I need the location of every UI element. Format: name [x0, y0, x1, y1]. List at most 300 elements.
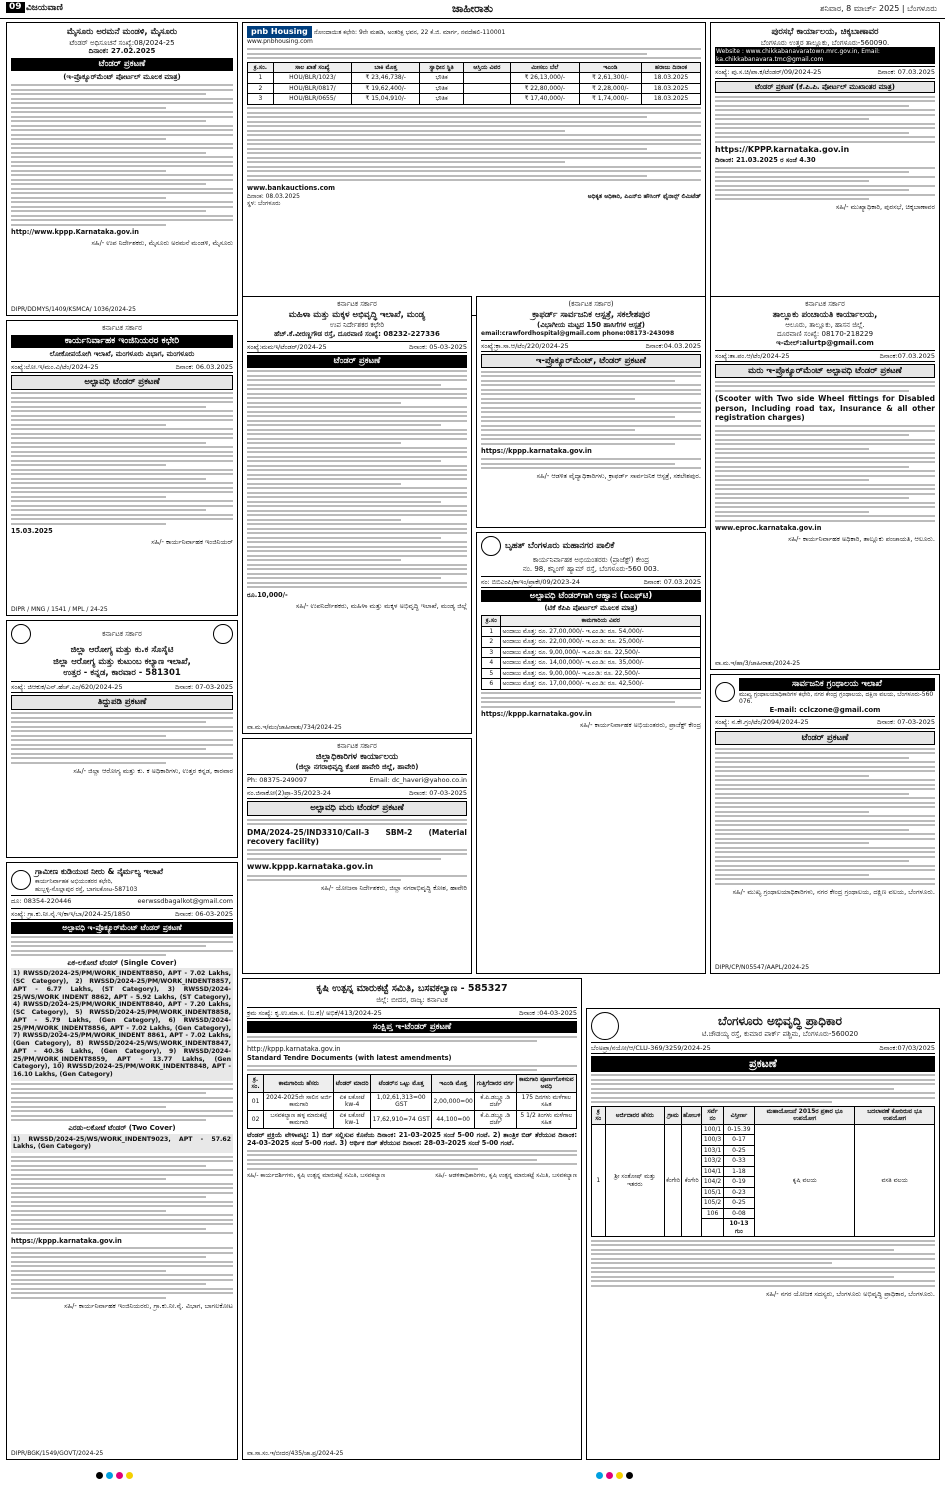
- ad-subtitle: ಉಪ ನಿರ್ದೇಶಕರ ಕಛೇರಿ: [329, 321, 385, 330]
- ad-website: Website : www.chikkabanavaratown.mrc.gov.in, Email: ka.chikkabanavara.tmc@gmail.com: [715, 47, 935, 64]
- table-header: ಕ್ರ ಸಂ: [592, 1106, 606, 1124]
- yellow-dot-icon: [616, 1472, 623, 1479]
- ad-ref: ಸಂಖ್ಯೆ:ಕ್ರಾ.ಸಾ.ಆ/ಟೆಂ/220/2024-25: [481, 341, 569, 350]
- table-cell: ಅಂದಾಜು ಮೊತ್ತ: ರೂ. 27,00,000/- ಇ.ಎಂ.ಡಿ: ರೂ. 54,000/-: [501, 626, 701, 637]
- ad-ref: ಸಂಖ್ಯೆ: ಪು.ಸ.ಚಿ/ಪಾ.ಕ/ಟೆಂಡರ್/09/2024-25: [715, 68, 822, 77]
- ad-body: [11, 712, 233, 764]
- ad-ref: ಸಂಖ್ಯೆ: ಜಿಆಕುಕ/ಎನ್.ಹೆಚ್.ಎಂ/620/2024-25: [11, 682, 123, 691]
- ad-title: ಜಿಲ್ಲಾಧಿಕಾರಿಗಳ ಕಾರ್ಯಾಲಯ: [315, 751, 399, 762]
- ad-band: ತಿದ್ದುಪಡಿ ಪ್ರಕಟಣೆ: [11, 695, 233, 710]
- ad-ref: ನಂ: ಬಿಬಿಎಂಪಿ/ಕಾಇಂ/ಪ್ರಾಕೇ/09/2023-24: [481, 577, 581, 586]
- table-header: ವಿಸ್ತೀರ್ಣ: [723, 1106, 754, 1124]
- table-cell: 01: [248, 1092, 264, 1110]
- ad-title: ತಾಲ್ಲೂಕು ಪಂಚಾಯತಿ ಕಾರ್ಯಾಲಯ,: [772, 309, 878, 320]
- table-header: ಬದಲಾವಣೆ ಕೋರಿರುವ ಭೂ ಉಪಯೋಗ: [855, 1106, 935, 1124]
- ad-phone: ದೂರವಾಣಿ ಸಂಖ್ಯೆ: 08170-218229: [776, 330, 874, 339]
- ad-subtitle: (ಜಿಲ್ಲಾ ನಗರಾಭಿವೃದ್ಧಿ ಕೋಶ ಹಾವೇರಿ ಜಿಲ್ಲೆ, ಹಾವೇರಿ): [295, 763, 419, 772]
- table-cell: 44,100=00: [432, 1110, 474, 1128]
- table-cell: 5: [482, 668, 501, 679]
- table-cell: ಅಂದಾಜು ಮೊತ್ತ: ರೂ. 17,00,000/- ಇ.ಎಂ.ಡಿ: ರೂ. 42,500/-: [501, 679, 701, 690]
- ad-subtitle: ಕಾರ್ಯನಿರ್ವಾಹಕ ಅಭಿಯಂತರರ ಕಛೇರಿ,: [35, 878, 113, 885]
- ad-body: [715, 381, 935, 392]
- ad-url[interactable]: www.kppp.karnataka.gov.in: [247, 862, 374, 872]
- table-header: ಇಎಂಡಿ ಮೊತ್ತ: [432, 1074, 474, 1092]
- table-header: ಕ್ರ.ಸಂ: [482, 616, 501, 627]
- ad-std-docs: Standard Tendre Documents (with latest amendments): [247, 1054, 452, 1063]
- table-row: [482, 658, 701, 669]
- cyan-dot-icon: [596, 1472, 603, 1479]
- library-seal-icon: [715, 682, 735, 702]
- ad-ref: ಸಂಖ್ಯೆ: ಗ್ರಾ.ಕು.ನೀ.ನೈ.ಇ/ಕಾಇ/ಬಾ/2024-25/1850: [11, 910, 131, 919]
- table-cell: 6: [482, 679, 501, 690]
- ad-band: ಟೆಂಡರ್ ಪ್ರಕಟಣೆ (ಕೆ.ಪಿ.ಪಿ. ಪೋರ್ಟಲ್ ಮುಖಾಂತರ ಮಾತ್ರ): [715, 81, 935, 94]
- ad-address: ಟಿ.ಚೌಡಯ್ಯ ರಸ್ತೆ, ಕುಮಾರ ಪಾರ್ಕ್ ಪಶ್ಚಿಮ, ಬೆಂಗಳೂರು-560020: [701, 1030, 859, 1039]
- ad-bda: [586, 1008, 940, 1460]
- ad-body: [247, 1036, 577, 1043]
- ad-title: ಸಾರ್ವಜನಿಕ ಗ್ರಂಥಾಲಯ ಇಲಾಖೆ: [739, 678, 935, 691]
- ad-phone: ದೂ: 08354-220446: [11, 897, 72, 905]
- page-header: [0, 0, 945, 19]
- ad-subtitle: (ವಿಭಾಗೀಯ ಮಟ್ಟದ 150 ಹಾಸಿಗೆಗಳ ಆಸ್ಪತ್ರೆ): [537, 321, 645, 330]
- ad-date: ದಿನಾಂಕ: 07-03-2025: [409, 789, 467, 798]
- nhm-logo-icon: [213, 624, 233, 644]
- ad-band: ಟೆಂಡರ್ ಪ್ರಕಟಣೆ: [715, 731, 935, 746]
- table-cell: 3: [248, 94, 274, 105]
- ad-body: [481, 692, 701, 708]
- table-cell: 17,62,910=74 GST: [370, 1110, 432, 1128]
- cyan-dot-icon: [106, 1472, 113, 1479]
- table-row: [482, 626, 701, 637]
- ad-date: ದಿನಾಂಕ:07/03/2025: [879, 1044, 935, 1052]
- table-header: ಗುತ್ತಿಗೆದಾರರ ವರ್ಗ: [474, 1074, 516, 1092]
- table-cell: ₹ 19,62,400/-: [351, 83, 420, 94]
- table-header: ಕಾಮಗಾರಿಯ ವಿವರ: [501, 616, 701, 627]
- ad-chikkabanavara: [710, 22, 940, 316]
- ad-public-library: [710, 674, 940, 974]
- ad-emd: ರೂ.10,000/-: [247, 590, 288, 599]
- table-cell: 105/2: [702, 1198, 723, 1209]
- ad-dipr: ವಾ.ಸಾ.ಸಂ.ಇ/ಬೀದರ/435/ಜಾ.ಪ್ರ/2024-25: [247, 1449, 344, 1457]
- table-header: ಸಾಲ ಖಾತೆ ಸಂಖ್ಯೆ: [273, 62, 351, 73]
- ad-body: [11, 392, 233, 525]
- ad-url[interactable]: https://kppp.karnataka.gov.in: [481, 447, 592, 456]
- table-header: ಕಾಮಗಾರಿಯ ಹೆಸರು: [264, 1074, 334, 1092]
- ad-title: ಕ್ರಾಫರ್ಡ್ ಸಾರ್ವಜನಿಕ ಆಸ್ಪತ್ರೆ, ಸಕಲೇಶಪುರ: [532, 309, 650, 320]
- ad-body-4: [11, 1247, 233, 1299]
- table-header: ಇಎಂಡಿ: [579, 62, 641, 73]
- table-cell: 0-25: [723, 1145, 754, 1156]
- table-cell: 106: [702, 1208, 723, 1219]
- table-cell: 2024-2025ನೇ ಸಾಲಿನ ಅರ್ಜಿ ಕಾಮಗಾರಿ: [264, 1092, 334, 1110]
- ad-date: ದಿನಾಂಕ: 06-03-2025: [175, 910, 233, 919]
- ad-email: email:crawfordhospital@gmail.com phone:08173-243098: [481, 330, 675, 338]
- table-cell: [463, 73, 510, 84]
- ad-phone: ಹೆಚ್.ಕೆ.ವೀರಣ್ಣಗೌಡ ರಸ್ತೆ, ದೂರವಾಣಿ ಸಂಖ್ಯೆ: 08232-227336: [274, 330, 440, 339]
- table-cell: ಭೌತಿಕ: [420, 83, 463, 94]
- ad-ref: ಬೆಂಅಪ್ರಾ/ನಯೋ/ಆ/CLU-369/3259/2024-25: [591, 1044, 711, 1052]
- table-cell: 2: [248, 83, 274, 94]
- table-cell: ₹ 2,61,300/-: [579, 73, 641, 84]
- ad-ref: ಸಂಖ್ಯೆ: ನ.ಕೇ.ಗ್ರಂ/ಟೆಂ/2094/2024-25: [715, 718, 809, 727]
- ad-url[interactable]: www.eproc.karnataka.gov.in: [715, 524, 822, 532]
- works-table: [481, 615, 701, 690]
- ad-signature-1: ಸಹಿ/- ಕಾರ್ಯದರ್ಶಿಗಳು, ಕೃಷಿ ಉತ್ಪನ್ನ ಮಾರುಕಟ್ಟೆ ಸಮಿತಿ, ಬಸವಕಲ್ಯಾಣ: [247, 1172, 386, 1180]
- ad-body-2: [591, 1240, 935, 1287]
- pnb-logo: pnb Housing: [247, 26, 312, 38]
- ad-band: ಅಲ್ಪಾವಧಿ ಇ-ಪ್ರೊಕ್ಯೂರ್‌ಮೆಂಟ್ ಟೆಂಡರ್ ಪ್ರಕಟಣೆ: [11, 922, 233, 933]
- ad-two-cover: ಎರಡು-ಲಕೋಟೆ ಟೆಂಡರ್ (Two Cover): [68, 1123, 176, 1132]
- ad-band: ಟೆಂಡರ್ ಪ್ರಕಟಣೆ: [11, 58, 233, 71]
- ad-taluk-panchayat-aluru: [710, 296, 940, 670]
- ad-body: [247, 370, 467, 588]
- ad-title: ಬೆಂಗಳೂರು ಅಭಿವೃದ್ಧಿ ಪ್ರಾಧಿಕಾರ: [718, 1014, 842, 1029]
- ad-ref: ಟೆಂಡರ್ ಅಧಿಸೂಚನೆ ಸಂಖ್ಯೆ:08/2024-25: [69, 38, 175, 47]
- ad-subtitle: ಉತ್ತರ - ಕನ್ನಡ, ಕಾರವಾರ - 581301: [63, 668, 181, 679]
- ad-date: ದಿನಾಂಕ: 07.03.2025: [643, 577, 701, 586]
- table-cell: ಶ್ರೀ ಸಂತೋಷ್ ಮತ್ತು ಇತರರು: [605, 1124, 664, 1237]
- ad-title: ಮಹಿಳಾ ಮತ್ತು ಮಕ್ಕಳ ಅಭಿವೃದ್ಧಿ ಇಲಾಖೆ, ಮಂಡ್ಯ: [288, 309, 426, 320]
- table-row: [248, 83, 701, 94]
- table-header: ಅರ್ಜಿದಾರರ ಹೆಸರು: [605, 1106, 664, 1124]
- ad-signature: ಸಹಿ/- ಕಾರ್ಯನಿರ್ವಾಹಕ ಅಭಿಯಂತರರು, ಪ್ರಾಜೆಕ್ಟ್ ಕೇಂದ್ರ: [579, 721, 701, 730]
- table-header: ಬಾಕಿ ಮೊತ್ತ: [351, 62, 420, 73]
- table-cell: 0-25: [723, 1198, 754, 1209]
- ad-body-3: [247, 875, 467, 882]
- table-cell: [463, 94, 510, 105]
- issue-date: ಶನಿವಾರ, 8 ಮಾರ್ಚ್ 2025 | ಬೆಂಗಳೂರು: [820, 4, 937, 13]
- table-cell: ₹ 15,04,910/-: [351, 94, 420, 105]
- ad-date: ದಿನಾಂಕ: 07.03.2025: [877, 68, 935, 77]
- table-cell: HOU/BLR/0655/: [273, 94, 351, 105]
- table-header: ಆಸ್ತಿಯ ವಿವರ: [463, 62, 510, 73]
- ad-work: DMA/2024-25/IND3310/Call-3 SBM-2 (Material recovery facility): [247, 827, 467, 846]
- ad-body-2: [715, 167, 935, 201]
- table-row: [482, 637, 701, 648]
- table-cell: ಕೃಷಿ ವಲಯ: [755, 1124, 855, 1237]
- ad-society: ಜಿಲ್ಲಾ ಆರೋಗ್ಯ ಮತ್ತು ಕು.ಕ ಸೊಸೈಟಿ: [70, 645, 174, 655]
- table-cell: 175 ದಿನಗಳು ಮಳೆಗಾಲ ಸಹಿತ: [516, 1092, 576, 1110]
- ad-dc-haveri: [242, 738, 472, 974]
- ad-title: ಗ್ರಾಮೀಣ ಕುಡಿಯುವ ನೀರು & ನೈರ್ಮಲ್ಯ ಇಲಾಖೆ: [35, 867, 163, 876]
- table-row: [248, 94, 701, 105]
- ad-url[interactable]: http://www.kppp.Karnataka.gov.in: [11, 228, 139, 236]
- ad-last-date: ದಿನಾಂಕ: 21.03.2025 ರ ಸಂಜೆ 4.30: [715, 156, 816, 165]
- table-row: [248, 73, 701, 84]
- ad-gov: ಕರ್ನಾಟಕ ಸರ್ಕಾರ: [805, 300, 845, 308]
- table-header: ಗ್ರಾಮ: [665, 1106, 682, 1124]
- ad-mysore-palace: [6, 22, 238, 316]
- table-row: [482, 679, 701, 690]
- table-cell: 1,02,61,313=00 GST: [370, 1092, 432, 1110]
- ad-apmc-basavakalyana: [242, 978, 582, 1460]
- ad-signature: ಸಹಿ/- ಉಪ ನಿರ್ದೇಶಕರು, ಮೈಸೂರು ಅರಮನೆ ಮಂಡಳಿ, ಮೈಸೂರು: [91, 239, 233, 248]
- table-cell: 10-13 ಗುಂ: [723, 1219, 754, 1237]
- ad-signature: ಸಹಿ/- ನಗರ ಯೋಜಕ ಸದಸ್ಯರು, ಬೆಂಗಳೂರು ಅಭಿವೃದ್ಧಿ ಪ್ರಾಧಿಕಾರ, ಬೆಂಗಳೂರು.: [765, 1289, 935, 1298]
- table-cell: ಭೌತಿಕ: [420, 94, 463, 105]
- table-cell: ಅಂದಾಜು ಮೊತ್ತ: ರೂ. 9,00,000/- ಇ.ಎಂ.ಡಿ: ರೂ. 22,500/-: [501, 647, 701, 658]
- ad-subtitle: ಆಲೂರು, ತಾಲ್ಲೂಕು, ಹಾಸನ ಜಿಲ್ಲೆ.: [785, 321, 865, 330]
- ad-date: ದಿನಾಂಕ:07.03.2025: [879, 351, 935, 360]
- ad-body-2: [715, 425, 935, 522]
- table-header: ಕಾಮಗಾರಿ ಪೂರ್ಣಗೊಳಿಸುವ ಅವಧಿ: [516, 1074, 576, 1092]
- ad-email: E-mail: cclczone@gmail.com: [769, 705, 881, 714]
- ad-gov: ಕರ್ನಾಟಕ ಸರ್ಕಾರ: [337, 742, 377, 750]
- ad-rwssd-bagalkot: [6, 862, 238, 1460]
- ad-dipr: ವಾ.ಮ.ಇ/ಹಾ/3/ಜಾಹೀರಾತು/2024-25: [715, 659, 801, 667]
- table-cell: [463, 83, 510, 94]
- table-cell: 105/1: [702, 1187, 723, 1198]
- ad-dipr: DIPR/BGK/1549/GOVT/2024-25: [11, 1449, 104, 1457]
- ad-gov: ಕರ್ನಾಟಕ ಸರ್ಕಾರ: [102, 629, 142, 638]
- land-use-table: [591, 1106, 935, 1238]
- table-cell: 0-33: [723, 1156, 754, 1167]
- ad-url[interactable]: https://KPPP.karnataka.gov.in: [715, 145, 850, 155]
- table-header: ಸ್ವಾಧೀನ ಸ್ಥಿತಿ: [420, 62, 463, 73]
- table-header: ಹೋಬಳಿ: [682, 1106, 702, 1124]
- table-cell: ಕೆಂಗೇರಿ: [682, 1124, 702, 1237]
- ad-crawford-hospital: [476, 296, 706, 528]
- table-cell: 103/1: [702, 1145, 723, 1156]
- ad-bbmp: [476, 532, 706, 974]
- ad-subband: (ಇ-ಪ್ರೊಕ್ಯೂರ್‌ಮೆಂಟ್ ಪೋರ್ಟಲ್ ಮೂಲಕ ಮಾತ್ರ): [63, 72, 181, 81]
- ad-item: (Scooter with Two side Wheel fittings for Disabled person, Including road tax, Insurance & all other registration charges): [715, 394, 935, 423]
- table-cell: ಕೆ.ಪಿ.ಡಬ್ಲ್ಯೂ.ಡಿ ದರ್ಜೆ: [474, 1110, 516, 1128]
- ad-date: ದಿನಾಂಕ: 05-03-2025: [409, 342, 467, 351]
- section-title: ಜಾಹೀರಾತು: [451, 2, 494, 15]
- table-row: [482, 668, 701, 679]
- ad-title: ಮೈಸೂರು ಅರಮನೆ ಮಂಡಳಿ, ಮೈಸೂರು: [66, 27, 178, 37]
- registration-marks: [596, 1472, 633, 1480]
- ad-date: ದಿನಾಂಕ :04-03-2025: [519, 1008, 577, 1017]
- table-cell: 3: [482, 647, 501, 658]
- table-cell: ₹ 22,80,000/-: [511, 83, 580, 94]
- ad-subband: (ಟಿಕೆ ಕೆಪಿಪಿ ಪೋರ್ಟಲ್ ಮೂಲಕ ಮಾತ್ರ): [544, 604, 638, 613]
- ad-subtitle: ಬೆಂಗಳೂರು ಉತ್ತರ ತಾಲ್ಲೂಕು, ಬೆಂಗಳೂರು-560090.: [760, 38, 890, 47]
- ad-body: [715, 748, 935, 885]
- table-cell: 2: [482, 637, 501, 648]
- ad-subtitle: ಮುಖ್ಯ ಗ್ರಂಥಾಲಯಾಧಿಕಾರಿಗಳ ಕಛೇರಿ, ನಗರ ಕೇಂದ್ರ ಗ್ರಂಥಾಲಯ, ದಕ್ಷಿಣ ವಲಯ, ಬೆಂಗಳೂರು-560 076.: [739, 690, 934, 706]
- ad-title: ಪುರಸಭೆ ಕಾರ್ಯಾಲಯ, ಚಿಕ್ಕಬಾಣಾವರ: [771, 27, 879, 37]
- table-cell: ಕೆ.ಪಿ.ಡಬ್ಲ್ಯೂ.ಡಿ ದರ್ಜೆ: [474, 1092, 516, 1110]
- ad-body-3: [11, 1156, 233, 1235]
- table-cell: ಕೆಂಗೇರಿ: [665, 1124, 682, 1237]
- ad-signature: ಸಹಿ/- ಮುಖ್ಯ ಗ್ರಂಥಾಲಯಾಧಿಕಾರಿಗಳು, ನಗರ ಕೇಂದ್ರ ಗ್ರಂಥಾಲಯ, ದಕ್ಷಿಣ ವಲಯ, ಬೆಂಗಳೂರು.: [732, 887, 935, 896]
- ad-body-2: [247, 1065, 577, 1072]
- table-cell: HOU/BLR/0817/: [273, 83, 351, 94]
- table-cell: 5 1/2 ತಿಂಗಳು ಮಳೆಗಾಲ ಸಹಿತ: [516, 1110, 576, 1128]
- table-cell: 18.03.2025: [642, 94, 701, 105]
- ad-title: ಕೃಷಿ ಉತ್ಪನ್ನ ಮಾರುಕಟ್ಟೆ ಸಮಿತಿ, ಬಸವಕಲ್ಯಾಣ - 585327: [316, 983, 508, 994]
- table-header: ಕ್ರ. ಸಂ.: [248, 1074, 264, 1092]
- ad-signature: ಸಹಿ/- ಕಾರ್ಯನಿರ್ವಾಹಕ ಅಧಿಕಾರಿ, ತಾಲ್ಲೂಕು ಪಂಚಾಯತಿ, ಆಲೂರು.: [788, 535, 935, 544]
- ad-signature: ಸಹಿ/- ಉಪನಿರ್ದೇಶಕರು, ಮಹಿಳಾ ಮತ್ತು ಮಕ್ಕಳ ಅಭಿವೃದ್ಧಿ ಇಲಾಖೆ, ಮಂಡ್ಯ ಜಿಲ್ಲೆ: [295, 601, 467, 610]
- table-row: [248, 1092, 577, 1110]
- ad-date: ದಿನಾಂಕ: 06.03.2025: [175, 362, 233, 371]
- ad-address: ನೋಂದಾಯಿತ ಕಛೇರಿ: 9ನೇ ಮಹಡಿ, ಅಂತರಿಕ್ಷ ಭವನ, 22 ಕೆ.ಜಿ. ಮಾರ್ಗ, ನವದೆಹಲಿ-110001: [313, 29, 506, 36]
- table-cell: 02: [248, 1110, 264, 1128]
- bda-logo-icon: [591, 1012, 619, 1040]
- ad-url[interactable]: http://kppp.karnataka.gov.in: [247, 1044, 341, 1053]
- ad-dipr: DIPR/CP/N05547/AAPL/2024-25: [715, 963, 810, 971]
- ad-single-cover: ಏಕ-ಲಕೋಟೆ ಟೆಂಡರ್ (Single Cover): [67, 958, 177, 967]
- table-cell: 100/3: [702, 1135, 723, 1146]
- ad-signature: ಸಹಿ/- ಯೋಜನಾ ನಿರ್ದೇಶಕರು, ಜಿಲ್ಲಾ ನಗರಾಭಿವೃದ್ಧಿ ಕೋಶ, ಹಾವೇರಿ: [320, 884, 467, 893]
- ad-gov: (ಕರ್ನಾಟಕ ಸರ್ಕಾರ): [568, 300, 614, 308]
- ad-single-list: 1) RWSSD/2024-25/PM/WORK_INDENT8850, APT - 7.02 Lakhs, (SC Category), 2) RWSSD/2024-25/PM/WORK_INDENT8857, APT - 6.77 Lakhs, (ST Category), 3) RWSSD/2024-25/WS/WORK_INDENT 8862, APT - 5.92 Lakhs, (ST Category), 4) RWSSD/2024-25/PM/WORK_INDENT8840, APT - 7.20 Lakhs, (SC Category), 5) RWSSD/2024-25/PM/WORK_INDENT8858, APT - 5.79 Lakhs, (Gen Category), 6) RWSSD/2024-25/PM/WORK_INDENT8856, APT - 7.02 Lakhs, (Gen Category), 7) RWSSD/2024-25/PM/WORK_INDENT 8861, APT - 7.02 Lakhs, (Gen Category), 8) RWSSD/2024-25/WS/WORK_INDENT8847, APT - 40.36 Lakhs, (Gen Category), 9) RWSSD/2024-25/PM/WORK_INDENT8859, APT - 13.77 Lakhs, (Gen Category), 10) RWSSD/2024-25/PM/WORK_INDENT8848, APT - 16.10 Lakhs, (Gen Category): [11, 968, 233, 1081]
- bbmp-logo-icon: [481, 536, 501, 556]
- ad-subtitle: ಲೋಕೋಪಯೋಗಿ ಇಲಾಖೆ, ಮಂಗಳೂರು ವಿಭಾಗ, ಮಂಗಳೂರು: [49, 350, 195, 358]
- ad-band: ಅಲ್ಪಾವಧಿ ಟೆಂಡರ್ ಪ್ರಕಟಣೆ: [11, 375, 233, 390]
- table-cell: ₹ 26,13,000/-: [511, 73, 580, 84]
- table-cell: 1-18: [723, 1166, 754, 1177]
- ad-signature: ಸಹಿ/- ಮುಖ್ಯಾಧಿಕಾರಿ, ಪುರಸಭೆ, ಚಿಕ್ಕಬಾಣಾವರ: [835, 203, 935, 212]
- ad-signature: ಸಹಿ/- ಕಾರ್ಯನಿರ್ವಾಹಕ ಇಂಜಿನಿಯರರು, ಗ್ರಾ.ಕು.ನೀ.ನೈ. ವಿಭಾಗ, ಬಾಗಲಕೋಟ: [64, 1301, 233, 1310]
- ad-wcd-mandya: [242, 296, 472, 734]
- table-cell: ಅಂದಾಜು ಮೊತ್ತ: ರೂ. 22,00,000/- ಇ.ಎಂ.ಡಿ: ರೂ. 25,000/-: [501, 637, 701, 648]
- table-cell: 0-17: [723, 1135, 754, 1146]
- magenta-dot-icon: [116, 1472, 123, 1479]
- ad-band: ಇ-ಪ್ರೊಕ್ಯೂರ್‌ಮೆಂಟ್, ಟೆಂಡರ್ ಪ್ರಕಟಣೆ: [481, 354, 701, 369]
- table-header: ಟೆಂಡರ್ ಮಾದರಿ: [334, 1074, 371, 1092]
- rwssd-logo-icon: [11, 870, 31, 890]
- table-cell: ಏಕ ಲಕೋಟೆ kw-4: [334, 1092, 371, 1110]
- black-dot-icon: [96, 1472, 103, 1479]
- ad-subtitle: ಕಾರ್ಯನಿರ್ವಾಹಕ ಅಭಿಯಂತರರು (ಪ್ರಾಜೆಕ್ಟ್) ಕೇಂದ್ರ: [532, 556, 650, 564]
- ad-signature: ಅಧಿಕೃತ ಅಧಿಕಾರಿ, ಪಿಎನ್‌ಬಿ ಹೌಸಿಂಗ್ ಫೈನಾನ್ಸ್ ಲಿಮಿಟೆಡ್: [587, 192, 701, 200]
- table-cell: ಅಂದಾಜು ಮೊತ್ತ: ರೂ. 9,00,000/- ಇ.ಎಂ.ಡಿ: ರೂ. 22,500/-: [501, 668, 701, 679]
- table-row: [482, 647, 701, 658]
- table-cell: ₹ 17,40,000/-: [511, 94, 580, 105]
- table-cell: ಅಂದಾಜು ಮೊತ್ತ: ರೂ. 14,00,000/- ಇ.ಎಂ.ಡಿ: ರೂ. 35,000/-: [501, 658, 701, 669]
- ad-two-list: 1) RWSSD/2024-25/WS/WORK_INDENT9023, APT - 57.62 Lakhs, (Gen Category): [11, 1134, 233, 1154]
- ad-ref: ಕ್ರಮ ಸಂಖ್ಯೆ: ಕೃ.ಉ.ಮಾ.ಸ. (ಬ.ಕ)/ ಅಭಿಕೆ/413/2024-25: [247, 1008, 382, 1017]
- table-cell: 0-15.39: [723, 1124, 754, 1135]
- ad-body: [715, 96, 935, 143]
- ad-band: ಅಲ್ಪಾವಧಿ ಮರು ಟೆಂಡರ್ ಪ್ರಕಟಣೆ: [247, 801, 467, 816]
- table-cell: ಭೌತಿಕ: [420, 73, 463, 84]
- ad-address: ನಂ. 98, ಕನ್ನಿಂಗ್ ಹ್ಯಾಮ್ ರಸ್ತೆ, ಬೆಂಗಳೂರು-560 003.: [522, 564, 660, 573]
- ad-title: ಜಿಲ್ಲಾ ಆರೋಗ್ಯ ಮತ್ತು ಕುಟುಂಬ ಕಲ್ಯಾಣ ಇಲಾಖೆ,: [53, 656, 191, 667]
- ad-pwd-mangaluru: [6, 320, 238, 616]
- ad-date: ದಿನಾಂಕ: 08.03.2025: [247, 192, 300, 200]
- seal-icon: [11, 624, 31, 644]
- table-header: ಹರಾಜು ದಿನಾಂಕ: [642, 62, 701, 73]
- ad-gov: ಕರ್ನಾಟಕ ಸರ್ಕಾರ: [102, 324, 142, 332]
- ad-url[interactable]: https://kppp.karnataka.gov.in: [481, 710, 592, 718]
- table-cell: ವಸತಿ ವಲಯ: [855, 1124, 935, 1237]
- works-table: [247, 1074, 577, 1129]
- table-cell: 100/1: [702, 1124, 723, 1135]
- ad-dipr: DIPR / MNG / 1541 / MPL / 24-25: [11, 605, 108, 613]
- ad-timeline: ಟೆಂಡರ್ ಪ್ರಕ್ರಿಯೆ ವೇಳಾಪಟ್ಟಿ: 1) ಬಿಡ್ ಸಲ್ಲಿಸುವ ಕೊನೆಯ ದಿನಾಂಕ: 21-03-2025 ಸಂಜೆ 5-00 ಗಂಟೆ. 2) ತಾಂತ್ರಿಕ ಬಿಡ್ ತೆರೆಯುವ ದಿನಾಂಕ: 24-03-2025 ಸಂಜೆ 5-00 ಗಂಟೆ. 3) ಆರ್ಥಿಕ ಬಿಡ್ ತೆರೆಯುವ ದಿನಾಂಕ: 28-03-2025 ಸಂಜೆ 5-00 ಗಂಟೆ.: [247, 1130, 577, 1148]
- ad-signature: ಸಹಿ/- ಆಡಳಿತ ವೈದ್ಯಾಧಿಕಾರಿಗಳು, ಕ್ರಾಫರ್ಡ್ ಸಾರ್ವಜನಿಕ ಆಸ್ಪತ್ರೆ, ಸಕಲೇಶಪುರ.: [536, 472, 701, 481]
- black-dot-icon: [626, 1472, 633, 1479]
- ad-body-2: [11, 1083, 233, 1121]
- table-cell: 4: [482, 658, 501, 669]
- table-cell: 18.03.2025: [642, 73, 701, 84]
- table-cell: 18.03.2025: [642, 83, 701, 94]
- ad-email: eerwssdbagalkot@gmail.com: [137, 897, 233, 905]
- ad-body: [481, 371, 701, 445]
- table-header: ಮಹಾಯೋಜನೆ 2015ರ ಪ್ರಕಾರ ಭೂ ಉಪಯೋಗ: [755, 1106, 855, 1124]
- ad-signature-2: ಸಹಿ/- ಆಡಳಿತಾಧಿಕಾರಿಗಳು, ಕೃಷಿ ಉತ್ಪನ್ನ ಮಾರುಕಟ್ಟೆ ಸಮಿತಿ, ಬಸವಕಲ್ಯಾಣ: [435, 1172, 577, 1180]
- auction-table: [247, 62, 701, 105]
- ad-date: ದಿನಾಂಕ: 27.02.2025: [88, 47, 156, 56]
- table-cell: 2,00,000=00: [432, 1092, 474, 1110]
- table-cell: 104/1: [702, 1166, 723, 1177]
- table-cell: 1: [248, 73, 274, 84]
- ad-title: ಬೃಹತ್ ಬೆಂಗಳೂರು ಮಹಾನಗರ ಪಾಲಿಕೆ: [505, 540, 615, 551]
- table-cell: ₹ 2,28,000/-: [579, 83, 641, 94]
- table-cell: [702, 1219, 723, 1237]
- ad-band: ಪ್ರಕಟಣೆ: [591, 1056, 935, 1072]
- table-cell: ₹ 23,46,738/-: [351, 73, 420, 84]
- table-cell: 104/2: [702, 1177, 723, 1188]
- table-header: ಸರ್ವೆ ನಂ: [702, 1106, 723, 1124]
- table-cell: 0-19: [723, 1177, 754, 1188]
- ad-ref: ಸಂಖ್ಯೆ:ಮಮಇ/ಟೆಂಡರ್/2024-25: [247, 342, 327, 351]
- table-cell: 1: [592, 1124, 606, 1237]
- ad-body: [11, 84, 233, 226]
- ad-last-date: 15.03.2025: [11, 527, 53, 535]
- ad-band: ಮರು ಇ-ಪ್ರೊಕ್ಯೂರ್‌ಮೆಂಟ್ ಅಲ್ಪಾವಧಿ ಟೆಂಡರ್ ಪ್ರಕಟಣೆ: [715, 364, 935, 379]
- brand-name: ವಿಜಯವಾಣಿ: [26, 3, 63, 13]
- ad-date: ದಿನಾಂಕ: 07-03-2025: [877, 718, 935, 727]
- ad-body: [247, 819, 467, 826]
- ad-address: ಹುಬ್ಬಳ್ಳಿ-ಸೊಲ್ಲಾಪುರ ರಸ್ತೆ, ಬಾಗಲಕೋಟ-587103: [35, 885, 138, 893]
- ad-ref: ಸಂಖ್ಯೆ:ತಾ.ಪಂ.ಆ/ಟೆಂ/2024-25: [715, 351, 790, 360]
- ad-title: ಕಾರ್ಯನಿರ್ವಾಹಕ ಇಂಜಿನಿಯರರ ಕಛೇರಿ: [11, 335, 233, 348]
- table-header: ಕ್ರ.ಸಂ.: [248, 62, 274, 73]
- table-row: [248, 1110, 577, 1128]
- ad-date: ದಿನಾಂಕ:04.03.2025: [645, 341, 701, 350]
- ad-url[interactable]: https://kppp.karnataka.gov.in: [11, 1236, 122, 1245]
- registration-marks: [96, 1472, 133, 1480]
- ad-email: Email: dc_haveri@yahoo.co.in: [369, 776, 467, 785]
- ad-auction-site[interactable]: www.bankauctions.com: [247, 183, 336, 192]
- ad-signature: ಸಹಿ/- ಜಿಲ್ಲಾ ಆರೋಗ್ಯ ಮತ್ತು ಕು. ಕ ಅಧಿಕಾರಿಗಳು, ಉತ್ತರ ಕನ್ನಡ, ಕಾರವಾರ: [73, 766, 233, 775]
- magenta-dot-icon: [606, 1472, 613, 1479]
- ad-body-2: [247, 849, 467, 860]
- table-cell: 0-23: [723, 1187, 754, 1198]
- ad-subtitle: ಜಿಲ್ಲೆ: ಬೀದರ, ರಾಜ್ಯ: ಕರ್ನಾಟಕ: [376, 995, 448, 1004]
- ad-dipr: ವಾ.ಮ.ಇ/ಮಂ/ಜಾಹೀರಾತು/734/2024-25: [247, 723, 342, 731]
- ad-pnb-housing: [242, 22, 706, 316]
- ad-body: [591, 1074, 935, 1103]
- ad-ref: ನಂ.ಜಿನಾಕೋ(2)ಪ್ರಾ-35/2023-24: [247, 789, 331, 798]
- ad-body: [11, 936, 233, 956]
- table-row: [592, 1124, 935, 1135]
- ad-health-karwar: [6, 620, 238, 858]
- table-cell: 1: [482, 626, 501, 637]
- ad-band: ಟೆಂಡರ್ ಪ್ರಕಟಣೆ: [247, 355, 467, 368]
- table-cell: HOU/BLR/1023/: [273, 73, 351, 84]
- ad-phone: Ph: 08375-249097: [247, 776, 308, 785]
- table-cell: ಏಕ ಲಕೋಟೆ kw-1: [334, 1110, 371, 1128]
- ad-date: ದಿನಾಂಕ: 07-03-2025: [175, 682, 233, 691]
- ad-website[interactable]: www.pnbhousing.com: [247, 38, 313, 45]
- ad-band: ಸಂಕ್ಷಿಪ್ತ ಇ-ಟೆಂಡರ್ ಪ್ರಕಟಣೆ: [247, 1021, 577, 1034]
- ad-place: ಸ್ಥಳ: ಬೆಂಗಳೂರು: [247, 200, 281, 208]
- table-header: ಟೆಂಡರ್‌ನ ಒಟ್ಟು ಮೊತ್ತ: [370, 1074, 432, 1092]
- yellow-dot-icon: [126, 1472, 133, 1479]
- table-cell: 0-08: [723, 1208, 754, 1219]
- table-cell: ಬಸವಕಲ್ಯಾಣ ಹಳ್ಳ ಮಾರುಕಟ್ಟೆ ಕಾಮಗಾರಿ: [264, 1110, 334, 1128]
- ad-intro: [247, 48, 701, 59]
- ad-email: ಇ-ಮೇಲ್:alurtp@gmail.com: [776, 338, 874, 347]
- ad-terms: [247, 107, 701, 181]
- ad-dipr: DIPR/DDMYS/1409/KSMCA/ 1036/2024-25: [11, 305, 136, 313]
